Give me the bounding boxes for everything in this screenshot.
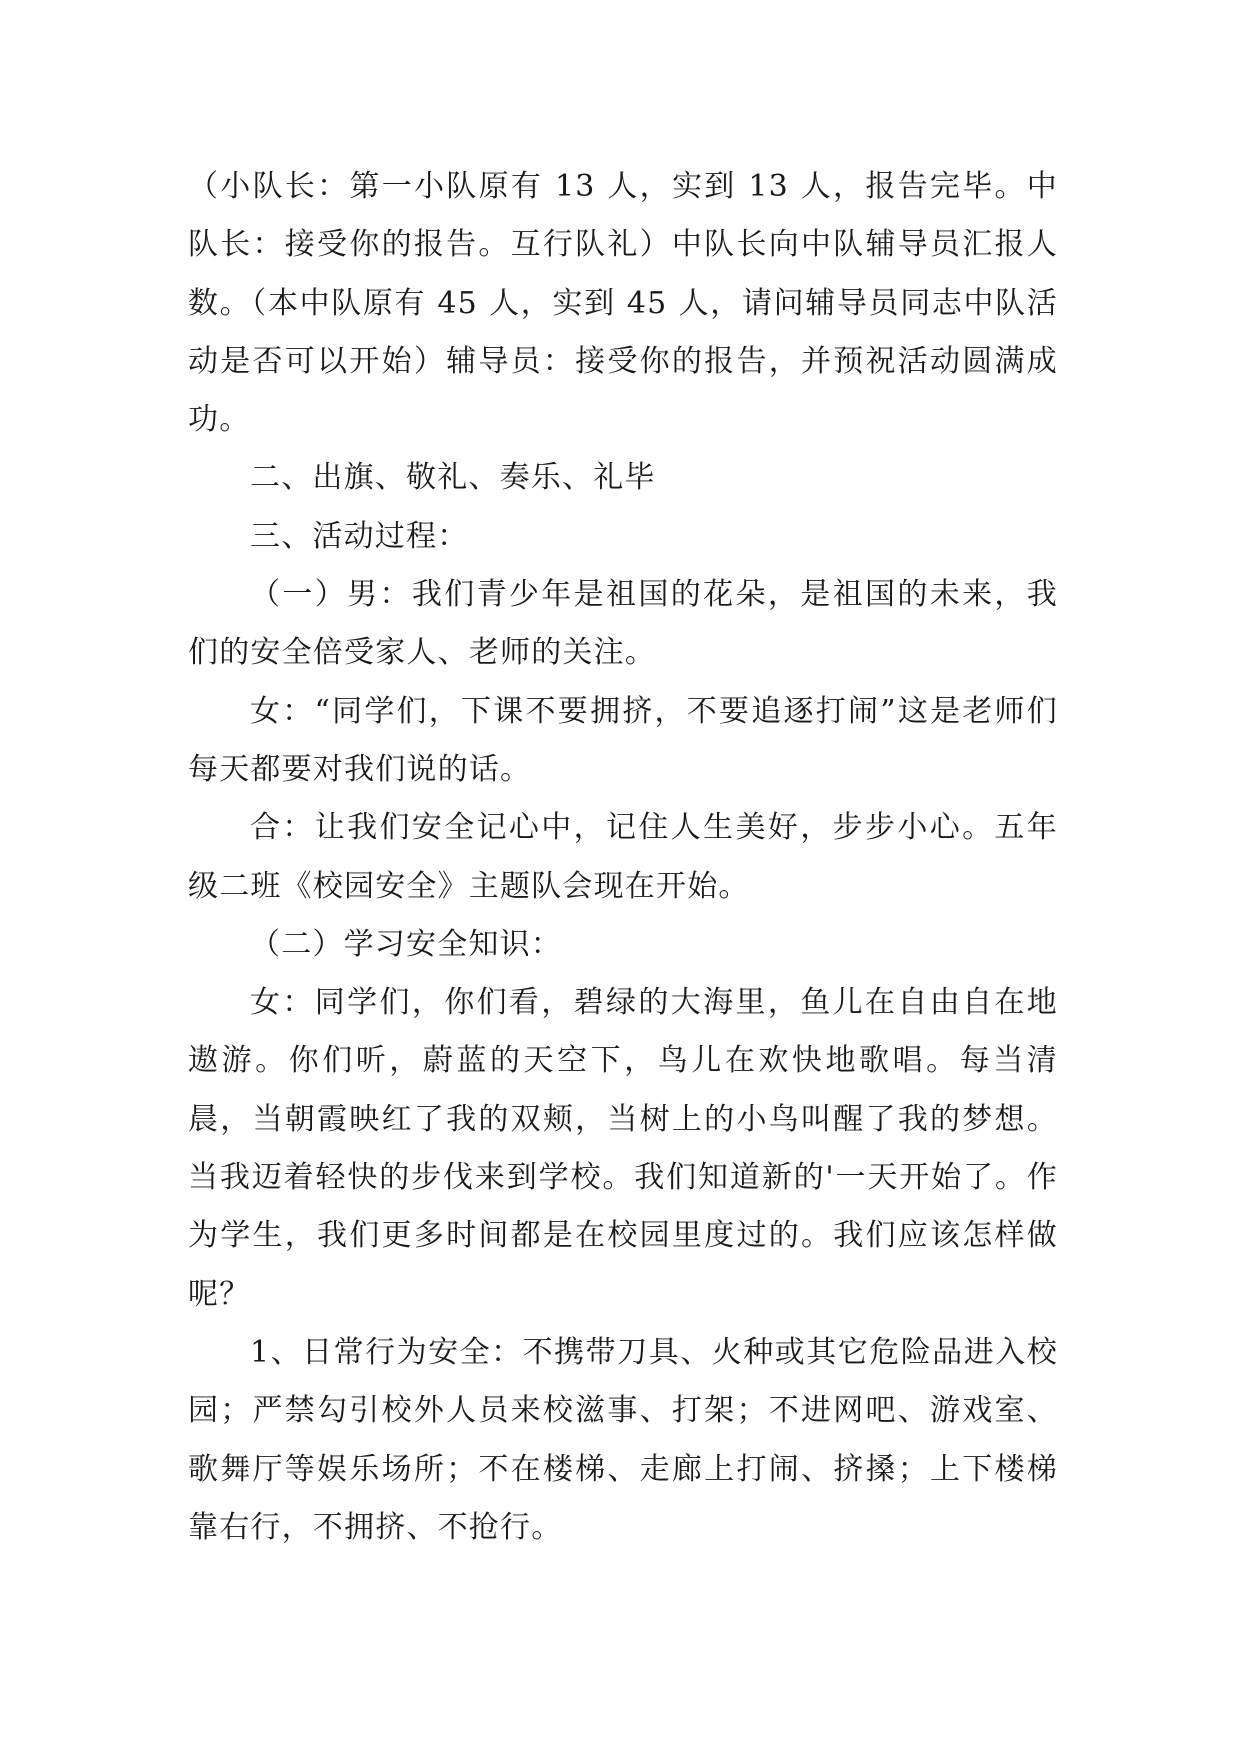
paragraph-roll-call: （小队长：第一小队原有 13 人，实到 13 人，报告完毕。中队长：接受你的报告。互行队礼）中队长向中队辅导员汇报人数。（本中队原有 45 人，实到 45 人，请问辅导员同志中队活动是否可以开始）辅导员：接受你的报告，并预祝活动圆满成功。 — [188, 169, 1058, 438]
paragraph-part-one-girl: 女：“同学们，下课不要拥挤，不要追逐打闹”这是老师们每天都要对我们说的话。 — [188, 693, 1058, 787]
paragraph-activity-heading: 三、活动过程： — [250, 518, 469, 554]
paragraph-daily-safety: 1、日常行为安全：不携带刀具、火种或其它危险品进入校园；严禁勾引校外人员来校滋事、打架；不进网吧、游戏室、歌舞厅等娱乐场所；不在楼梯、走廊上打闹、挤搡；上下楼梯靠右行，不拥挤、不抢行。 — [188, 1334, 1058, 1545]
paragraph-part-one-boy: （一）男：我们青少年是祖国的花朵，是祖国的未来，我们的安全倍受家人、老师的关注。 — [188, 577, 1058, 671]
paragraph-flag-ceremony: 二、出旗、敬礼、奏乐、礼毕 — [250, 460, 656, 496]
paragraph-part-two-girl: 女：同学们，你们看，碧绿的大海里，鱼儿在自由自在地遨游。你们听，蔚蓝的天空下，鸟儿在欢快地歌唱。每当清晨，当朝霞映红了我的双颊，当树上的小鸟叫醒了我的梦想。当我迈着轻快的步伐来到学校。我们知道新的'一天开始了。作为学生，我们更多时间都是在校园里度过的。我们应该怎样做呢？ — [188, 985, 1058, 1312]
document-body — [188, 158, 1058, 1557]
paragraph-part-two-heading: （二）学习安全知识： — [250, 926, 562, 962]
paragraph-part-one-together: 合：让我们安全记心中，记住人生美好，步步小心。五年级二班《校园安全》主题队会现在开始。 — [188, 810, 1058, 904]
